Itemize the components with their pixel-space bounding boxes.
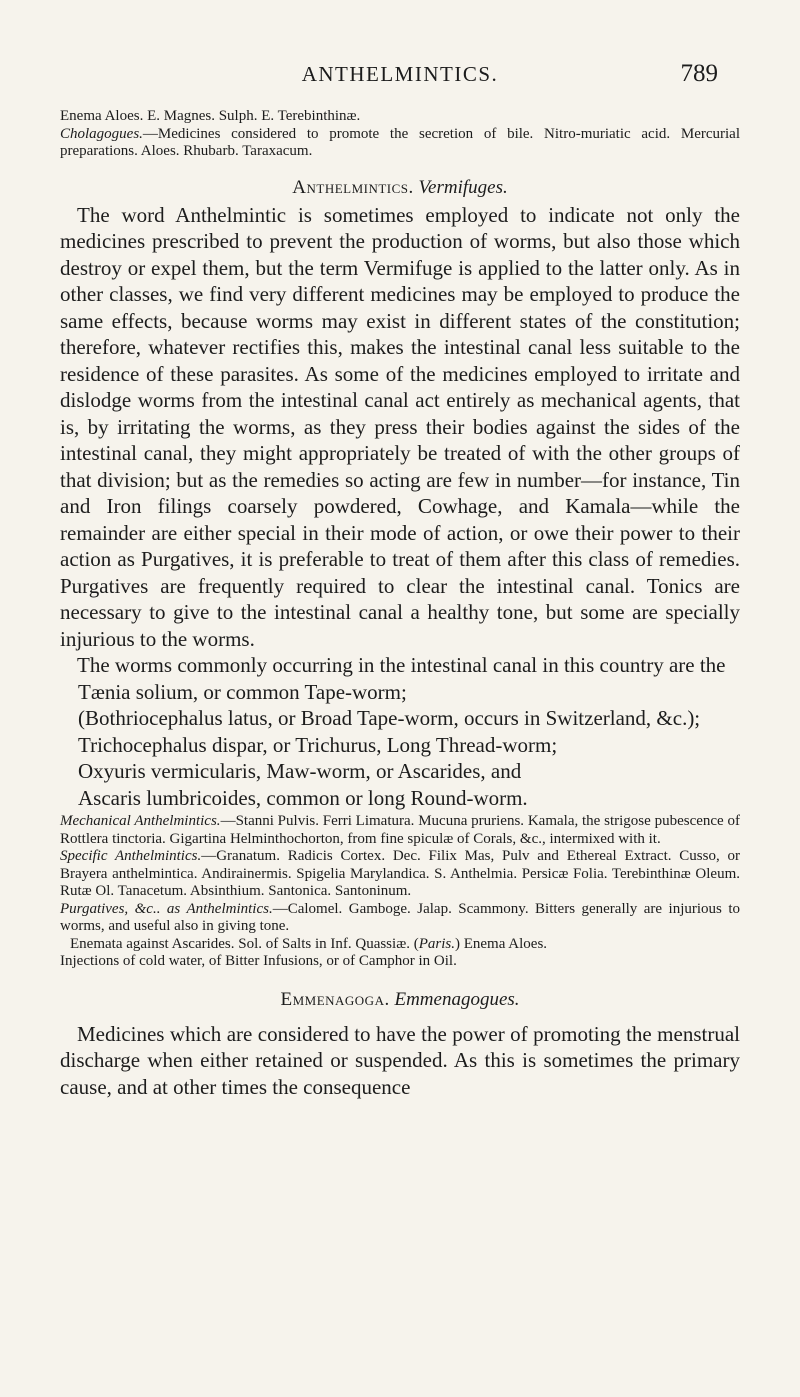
- running-head: [0, 62, 800, 92]
- mechanical-label: Mechanical Anthelmintics.: [60, 813, 221, 829]
- injections-note: Injections of cold water, of Bitter Infusions, or of Camphor in Oil.: [60, 953, 457, 969]
- emmenagoga-paragraph: Medicines which are considered to have the power of promoting the menstrual discharge when either retained or suspended. As this is sometimes the primary cause, and at other times the consequence: [60, 1021, 740, 1099]
- anthelmintics-paragraph-1: The word Anthelmintic is sometimes employed to indicate not only the medicines prescribed to prevent the production of worms, but also those which destroy or expel them, but the term Vermifuge is applied to the latter only. As in other classes, we find very different medicines may be employed to produce the same effects, because worms may exist in different states of the constitution; therefore, whatever rectifies this, makes the intestinal canal less suitable to the residence of these parasites. As some of the medicines employed to irritate and dislodge worms from the intestinal canal act entirely as mechanical agents, that is, by irritating the worms, as they press their bodies against the sides of the intestinal canal, they might appropriately be treated of with the other groups of that division; but as the remedies so acting are few in number—for instance, Tin and Iron filings coarsely powdered, Cowhage, and Kamala—while the remainder are either special in their mode of action, or owe their power to their action as Purgatives, it is preferable to treat of them after this class of remedies. Purgatives are frequently required to clear the intestinal canal. Tonics are necessary to give to the intestinal canal a healthy tone, but some are specially injurious to the worms.: [60, 202, 740, 651]
- running-title: ANTHELMINTICS.: [301, 62, 499, 86]
- worm-list-item: Oxyuris vermicularis, Maw-worm, or Ascarides, and: [78, 759, 522, 783]
- worm-list: [60, 679, 740, 812]
- specific-label: Specific Anthelmintics.: [60, 848, 202, 864]
- anthelmintics-title: Anthelmintics.: [292, 176, 414, 198]
- emmenagoga-heading: [60, 989, 740, 1011]
- worm-list-item: Ascaris lumbricoides, common or long Round-worm.: [78, 785, 528, 810]
- page-number: 789: [680, 60, 718, 87]
- vermifuges-subtitle: Vermifuges.: [418, 176, 508, 198]
- anthelmintics-heading: [60, 177, 740, 199]
- mechanical-text: —Stanni Pulvis. Ferri Limatura. Mucuna pruriens. Kamala, the strigose pubescence of Rottlera tinctoria. Gigartina Helminthochorton, from fine spiculæ of Corals, &c., intermixed with it.: [60, 813, 740, 847]
- mechanical-anthelmintics: [60, 813, 740, 848]
- enemata-note: [60, 936, 740, 954]
- purgatives-label: Purgatives, &c.. as Anthelmintics.: [60, 900, 273, 917]
- anthelmintics-paragraph-2: The worms commonly occurring in the intestinal canal in this country are the: [77, 653, 726, 677]
- enemata-text-after: ) Enema Aloes.: [454, 935, 548, 952]
- page-content: [60, 108, 740, 1100]
- specific-anthelmintics: [60, 848, 740, 901]
- cholagogues-text: —Medicines considered to promote the secretion of bile. Nitro-muriatic acid. Mercurial preparations. Aloes. Rhubarb. Taraxacum.: [60, 125, 740, 159]
- enemata-paris: Paris.: [418, 935, 455, 952]
- specific-text: —Granatum. Radicis Cortex. Dec. Filix Mas, Pulv and Ethereal Extract. Cusso, or Brayera anthelmintica. Andirainermis. Spigelia Marylandica. S. Anthelmia. Persicæ Folia. Terebinthinæ Oleum. Rutæ Ol. Tanacetum. Absinthium. Santonica. Santoninum.: [60, 848, 740, 899]
- emmenagogues-subtitle: Emmenagogues.: [394, 988, 520, 1010]
- worm-list-item: (Bothriocephalus latus, or Broad Tape-worm, occurs in Switzerland, &c.);: [78, 706, 701, 730]
- cholagogues-paragraph: [60, 126, 740, 161]
- emmenagoga-title: Emmenagoga.: [280, 988, 390, 1010]
- anthelmintic-notes: [60, 813, 740, 971]
- purgatives-text: —Calomel. Gamboge. Jalap. Scammony. Bitters generally are injurious to worms, and useful also in giving tone.: [60, 900, 740, 934]
- enemata-text-before: Enemata against Ascarides. Sol. of Salts in Inf. Quassiæ. (: [70, 935, 419, 952]
- worm-list-item: Trichocephalus dispar, or Trichurus, Long Thread-worm;: [78, 732, 558, 757]
- worm-list-item: Tænia solium, or common Tape-worm;: [78, 679, 407, 704]
- purgatives-anthelmintics: [60, 901, 740, 936]
- enema-line: Enema Aloes. E. Magnes. Sulph. E. Terebinthinæ.: [60, 108, 361, 124]
- cholagogues-label: Cholagogues.: [60, 125, 143, 142]
